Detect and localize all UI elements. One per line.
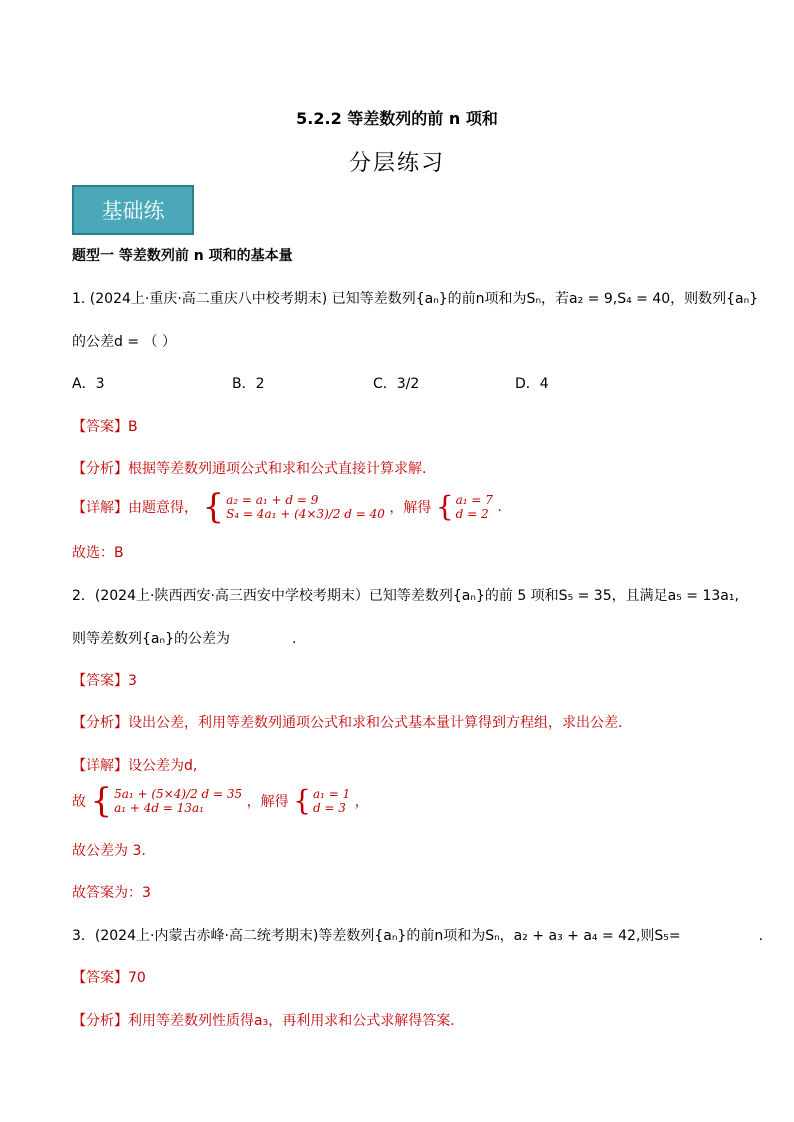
q1-option-c: C．3/2 [373,376,420,392]
doc-subtitle: 分层练习 [348,151,445,176]
q1-sys-row2: S₄ = 4a₁ + (4×3)/2 d = 40 [226,507,385,521]
q2-stem-line2 [72,628,296,648]
brace-icon: { [435,490,454,523]
q1-sol-row1: a₁ = 7 [455,493,493,507]
q1-stem-line2: 的公差d = （ ） [72,334,176,350]
q2-stem-end: . [291,631,297,647]
q1-sys-row1: a₂ = a₁ + d = 9 [226,493,319,507]
q2-detail: 【详解】设公差为d, [72,758,198,774]
q1-answer: 【答案】B [72,419,138,435]
q2-solution-system [293,784,351,817]
section-heading: 题型一 等差数列前 n 项和的基本量 [72,248,293,264]
level-badge: 基础练 [72,185,194,235]
q2-sys-prefix: 故 [72,794,86,810]
brace-icon: { [90,781,113,821]
doc-title: 5.2.2 等差数列的前 n 项和 [296,109,498,128]
q3-analysis: 【分析】利用等差数列性质得a₃，再利用求和公式求解得答案. [72,1013,455,1029]
q1-option-a: A．3 [72,376,105,392]
q1-option-b: B．2 [232,376,265,392]
q1-detail [72,487,502,527]
brace-icon: { [293,784,311,817]
q2-conclusion-2: 故答案为：3 [72,885,151,901]
q2-sys-mid: ，解得 [246,794,289,810]
q3-stem-text: 3．(2024上·内蒙古赤峰·高二统考期末)等差数列{aₙ}的前n项和为Sₙ，a₂ + a₃ + a₄ = 42,则S₅= [72,928,681,944]
q1-detail-prefix: 【详解】由题意得， [72,500,198,516]
q2-stem-line1: 2．(2024上·陕西西安·高三西安中学校考期末）已知等差数列{aₙ}的前 5 项和S₅ = 35，且满足a₅ = 13a₁, [72,588,739,604]
q3-answer: 【答案】70 [72,970,146,986]
q2-equation-system [90,781,243,821]
q1-detail-end: . [497,499,502,515]
q2-analysis: 【分析】设出公差，利用等差数列通项公式和求和公式基本量计算得到方程组，求出公差. [72,715,623,731]
q1-detail-mid: ，解得 [389,500,432,516]
brace-icon: { [202,487,225,527]
q1-analysis: 【分析】根据等差数列通项公式和求和公式直接计算求解. [72,461,427,477]
q3-stem-end: . [758,928,764,944]
q2-sol-row1: a₁ = 1 [312,787,351,801]
q1-equation-system [202,487,385,527]
q3-stem-line1 [72,925,763,945]
q2-sys-row1: 5a₁ + (5×4)/2 d = 35 [114,787,243,801]
q1-conclusion: 故选：B [72,545,124,561]
q2-stem-text: 则等差数列{aₙ}的公差为 [72,631,230,647]
q2-sys-row2: a₁ + 4d = 13a₁ [114,801,204,815]
q2-answer: 【答案】3 [72,673,137,689]
q1-solution-system [435,490,493,523]
q1-option-d: D．4 [515,376,549,392]
q2-sol-end: ， [354,794,369,810]
q2-conclusion-1: 故公差为 3. [72,843,146,859]
q2-sol-row2: d = 3 [312,801,346,815]
q1-sol-row2: d = 2 [455,507,489,521]
q1-stem-line1: 1. (2024上·重庆·高二重庆八中校考期末) 已知等差数列{aₙ}的前n项和为Sₙ，若a₂ = 9,S₄ = 40，则数列{aₙ} [72,291,759,307]
q2-system-line [72,781,369,821]
